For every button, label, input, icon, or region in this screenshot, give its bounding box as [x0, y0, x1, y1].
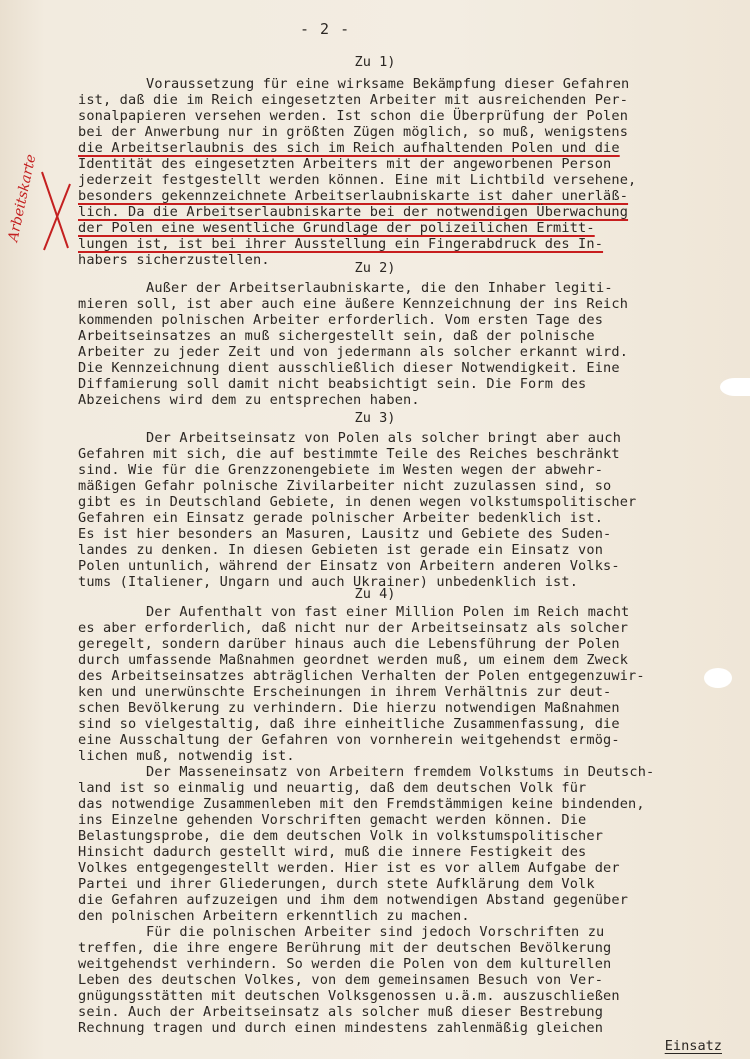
underlined-line: besonders gekennzeichnete Arbeitserlaubniskarte ist daher unerläß- [78, 188, 629, 204]
text-line: Volkes entgegengestellt werden. Hier ist es vor allem Aufgabe der [78, 860, 620, 876]
text-line: Partei und ihrer Gliederungen, durch stete Aufklärung dem Volk [78, 876, 595, 892]
text-line: tums (Italiener, Ungarn und auch Ukrainer) unbedenklich ist. [78, 574, 579, 590]
text-line: schen Bevölkerung zu verhindern. Die hierzu notwendigen Maßnahmen [78, 700, 620, 716]
margin-annotation [4, 150, 44, 270]
text-line: kommenden polnischen Arbeiter erforderlich. Vom ersten Tage des [78, 312, 604, 328]
text-line: land ist so einmalig und neuartig, daß dem deutschen Volk für [78, 780, 587, 796]
section-1-heading: Zu 1) [354, 54, 396, 70]
margin-cross-mark [4, 150, 64, 270]
text-line: jederzeit festgestellt werden können. Eine mit Lichtbild versehene, [78, 172, 637, 188]
underlined-line: lich. Da die Arbeitserlaubniskarte bei der notwendigen Überwachung [78, 204, 629, 220]
text-line: Diffamierung soll damit nicht beabsichtigt sein. Die Form des [78, 376, 587, 392]
text-line: Gefahren mit sich, die auf bestimmte Teile des Reiches beschränkt [78, 446, 620, 462]
text-line: Polen untunlich, während der Einsatz von Arbeitern anderen Volks- [78, 558, 620, 574]
text-line: Arbeiter zu jeder Zeit und von jedermann als solcher erkannt wird. [78, 344, 629, 360]
text-line: habers sicherzustellen. [78, 252, 270, 268]
text-line: landes zu denken. In diesen Gebieten ist gerade ein Einsatz von [78, 542, 604, 558]
text-line: gnügungsstätten mit deutschen Volksgenossen u.ä.m. auszuschließen [78, 988, 620, 1004]
text-line: es aber erforderlich, daß nicht nur der Arbeitseinsatz als solcher [78, 620, 629, 636]
text-line: mäßigen Gefahr polnische Zivilarbeiter nicht zuzulassen sind, so [78, 478, 612, 494]
underlined-line: der Polen eine wesentliche Grundlage der polizeilichen Ermitt- [78, 220, 595, 236]
text-line: Außer der Arbeitserlaubniskarte, die den Inhaber legiti- [146, 280, 613, 296]
text-line: mieren soll, ist aber auch eine äußere Kennzeichnung der ins Reich [78, 296, 629, 312]
text-line: ins Einzelne gehenden Vorschriften gemacht werden können. Die [78, 812, 587, 828]
underlined-line: lungen ist, ist bei ihrer Ausstellung ein Fingerabdruck des In- [78, 236, 604, 252]
text-line: sind so vielgestaltig, daß ihre einheitliche Zusammenfassung, die [78, 716, 620, 732]
text-line: Die Kennzeichnung dient ausschließlich dieser Notwendigkeit. Eine [78, 360, 620, 376]
text-line: eine Ausschaltung der Gefahren von vornherein weitgehendst ermög- [78, 732, 620, 748]
text-line: lichen muß, notwendig ist. [78, 748, 295, 764]
text-line: sonalpapieren versehen werden. Ist schon die Überprüfung der Polen [78, 108, 629, 124]
section-3-heading: Zu 3) [354, 410, 396, 426]
text-line: weitgehendst verhindern. So werden die Polen von dem kulturellen [78, 956, 612, 972]
text-line: Identität des eingesetzten Arbeiters mit der angeworbenen Person [78, 156, 612, 172]
text-line: Voraussetzung für eine wirksame Bekämpfung dieser Gefahren [146, 76, 630, 92]
text-line: gibt es in Deutschland Gebiete, in denen wegen volkstumspolitischer [78, 494, 637, 510]
section-4-heading: Zu 4) [354, 586, 396, 602]
text-line: ist, daß die im Reich eingesetzten Arbeiter mit ausreichenden Per- [78, 92, 629, 108]
paper-tear-mark [720, 378, 750, 396]
text-line: Der Arbeitseinsatz von Polen als solcher bringt aber auch [146, 430, 622, 446]
text-line: die Gefahren aufzuzeigen und ihm dem notwendigen Abstand gegenüber [78, 892, 629, 908]
text-line: sein. Auch der Arbeitseinsatz als solcher muß dieser Bestrebung [78, 1004, 604, 1020]
text-line: Leben des deutschen Volkes, von dem gemeinsamen Besuch von Ver- [78, 972, 604, 988]
catchword: Einsatz [664, 1038, 722, 1054]
text-line: geregelt, sondern darüber hinaus auch die Lebensführung der Polen [78, 636, 620, 652]
text-line: ken und unerwünschte Erscheinungen in ihrem Verhältnis zur deut- [78, 684, 612, 700]
underlined-line: die Arbeitserlaubnis des sich im Reich aufhaltenden Polen und die [78, 140, 620, 156]
text-line: Rechnung tragen und durch einen mindestens zahlenmäßig gleichen [78, 1020, 604, 1036]
text-line: sind. Wie für die Grenzzonengebiete im Westen wegen der abwehr- [78, 462, 604, 478]
text-line: bei der Anwerbung nur in größten Zügen möglich, so muß, wenigstens [78, 124, 629, 140]
text-line: Gefahren ein Einsatz gerade polnischer Arbeiter bedenklich ist. [78, 510, 604, 526]
text-line: Für die polnischen Arbeiter sind jedoch Vorschriften zu [146, 924, 605, 940]
margin-annotation-text: Arbeitskarte [5, 152, 40, 244]
text-line: Der Masseneinsatz von Arbeitern fremdem Volkstums in Deutsch- [146, 764, 655, 780]
text-line: treffen, die ihre engere Berührung mit der deutschen Bevölkerung [78, 940, 612, 956]
text-line: den polnischen Arbeitern erkenntlich zu machen. [78, 908, 470, 924]
text-line: durch umfassende Maßnahmen geordnet werden muß, um einem dem Zweck [78, 652, 629, 668]
text-line: Abzeichens wird dem zu entsprechen haben. [78, 392, 420, 408]
page-number: - 2 - [300, 20, 351, 38]
text-line: Belastungsprobe, die dem deutschen Volk in volkstumspolitischer [78, 828, 604, 844]
text-line: Der Aufenthalt von fast einer Million Polen im Reich macht [146, 604, 630, 620]
section-2-heading: Zu 2) [354, 260, 396, 276]
text-line: Arbeitseinsatzes an muß sichergestellt sein, daß der polnische [78, 328, 595, 344]
text-line: Hinsicht dadurch gestellt wird, muß die innere Festigkeit des [78, 844, 587, 860]
text-line: das notwendige Zusammenleben mit den Fremdstämmigen keine bindenden, [78, 796, 645, 812]
text-line: des Arbeitseinsatzes abträglichen Verhalten der Polen entgegenzuwir- [78, 668, 645, 684]
paper-tear-mark [704, 668, 732, 688]
text-line: Es ist hier besonders an Masuren, Lausitz und Gebiete des Suden- [78, 526, 612, 542]
